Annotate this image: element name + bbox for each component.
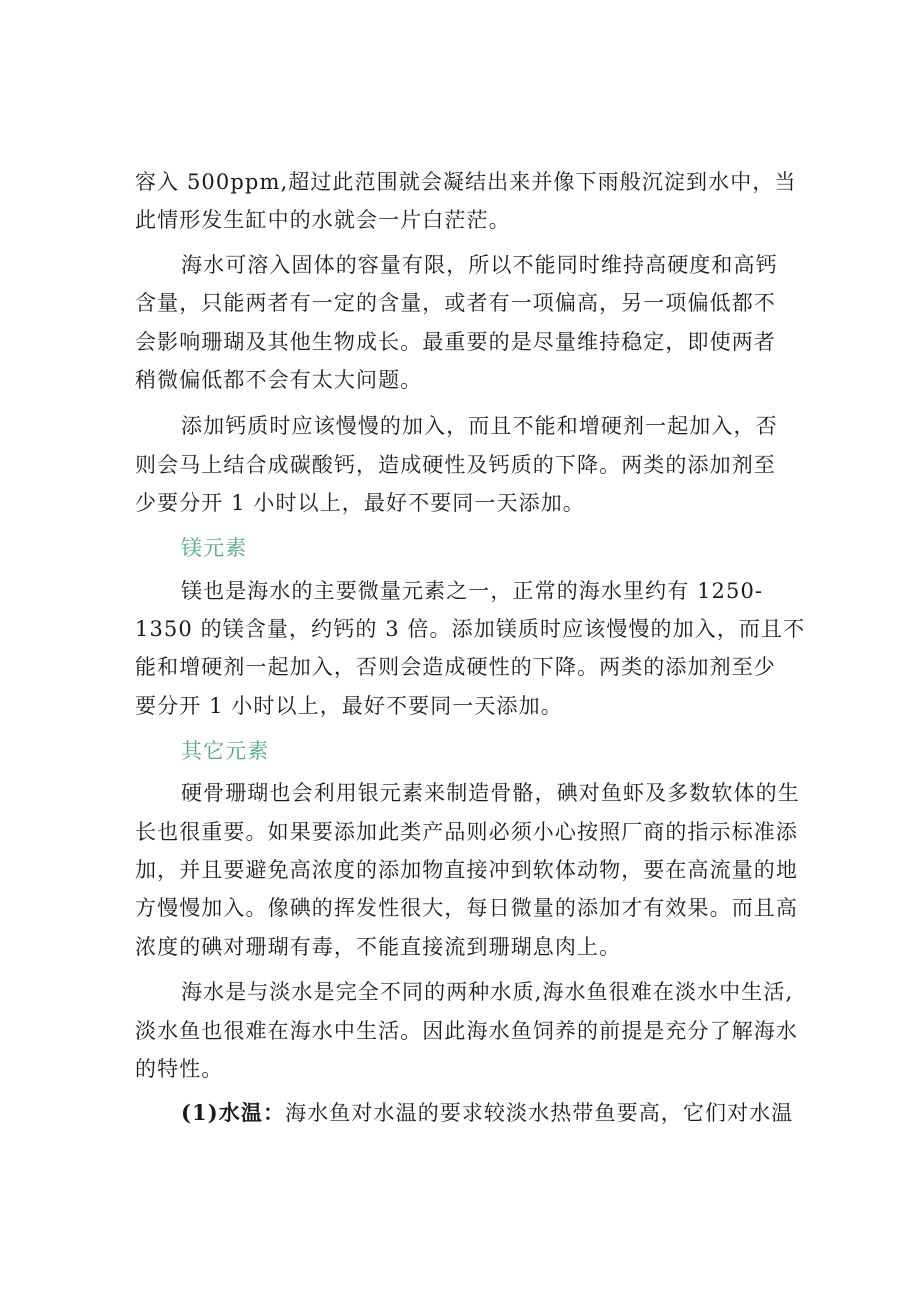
section-heading: 其它元素 [181,739,270,763]
paragraph-line: 此情形发生缸中的水就会一片白茫茫。 [135,208,511,232]
item-line [181,1098,920,1128]
item-label: (1)水温： [181,1100,286,1125]
paragraph-line: 容入 500ppm,超过此范围就会凝结出来并像下雨般沉淀到水中，当 [135,170,797,194]
paragraph-line: 浓度的碘对珊瑚有毒，不能直接流到珊瑚息肉上。 [135,935,622,959]
paragraph-line: 会影响珊瑚及其他生物成长。最重要的是尽量维持稳定，即使两者 [135,330,776,354]
section-heading: 镁元素 [181,536,248,560]
paragraph-line: 1350 的镁含量，约钙的 3 倍。添加镁质时应该慢慢的加入，而且不 [135,617,806,641]
paragraph-line: 要分开 1 小时以上，最好不要同一天添加。 [135,694,563,718]
item-text: 海水鱼对水温的要求较淡水热带鱼要高，它们对水温 [285,1101,794,1125]
paragraph-line: 添加钙质时应该慢慢的加入，而且不能和增硬剂一起加入，否 [181,414,778,438]
paragraph-line: 海水可溶入固体的容量有限，所以不能同时维持高硬度和高钙 [181,253,778,277]
paragraph-line: 镁也是海水的主要微量元素之一，正常的海水里约有 1250- [181,579,764,603]
paragraph-line: 稍微偏低都不会有太大问题。 [135,368,423,392]
paragraph-line: 少要分开 1 小时以上，最好不要同一天添加。 [135,491,585,515]
paragraph-line: 方慢慢加入。像碘的挥发性很大，每日微量的添加才有效果。而且高 [135,896,798,920]
paragraph-line: 的特性。 [135,1057,224,1081]
paragraph-line: 硬骨珊瑚也会利用银元素来制造骨骼，碘对鱼虾及多数软体的生 [181,781,800,805]
paragraph-line: 长也很重要。如果要添加此类产品则必须小心按照厂商的指示标准添 [135,820,798,844]
paragraph-line: 海水是与淡水是完全不同的两种水质,海水鱼很难在淡水中生活, [181,980,794,1004]
paragraph-line: 含量，只能两者有一定的含量，或者有一项偏高，另一项偏低都不 [135,291,776,315]
paragraph-line: 淡水鱼也很难在海水中生活。因此海水鱼饲养的前提是充分了解海水 [135,1019,798,1043]
paragraph-line: 加，并且要避免高浓度的添加物直接冲到软体动物，要在高流量的地 [135,858,798,882]
paragraph-line: 能和增硬剂一起加入，否则会造成硬性的下降。两类的添加剂至少 [135,655,776,679]
paragraph-line: 则会马上结合成碳酸钙，造成硬性及钙质的下降。两类的添加剂至 [135,453,776,477]
